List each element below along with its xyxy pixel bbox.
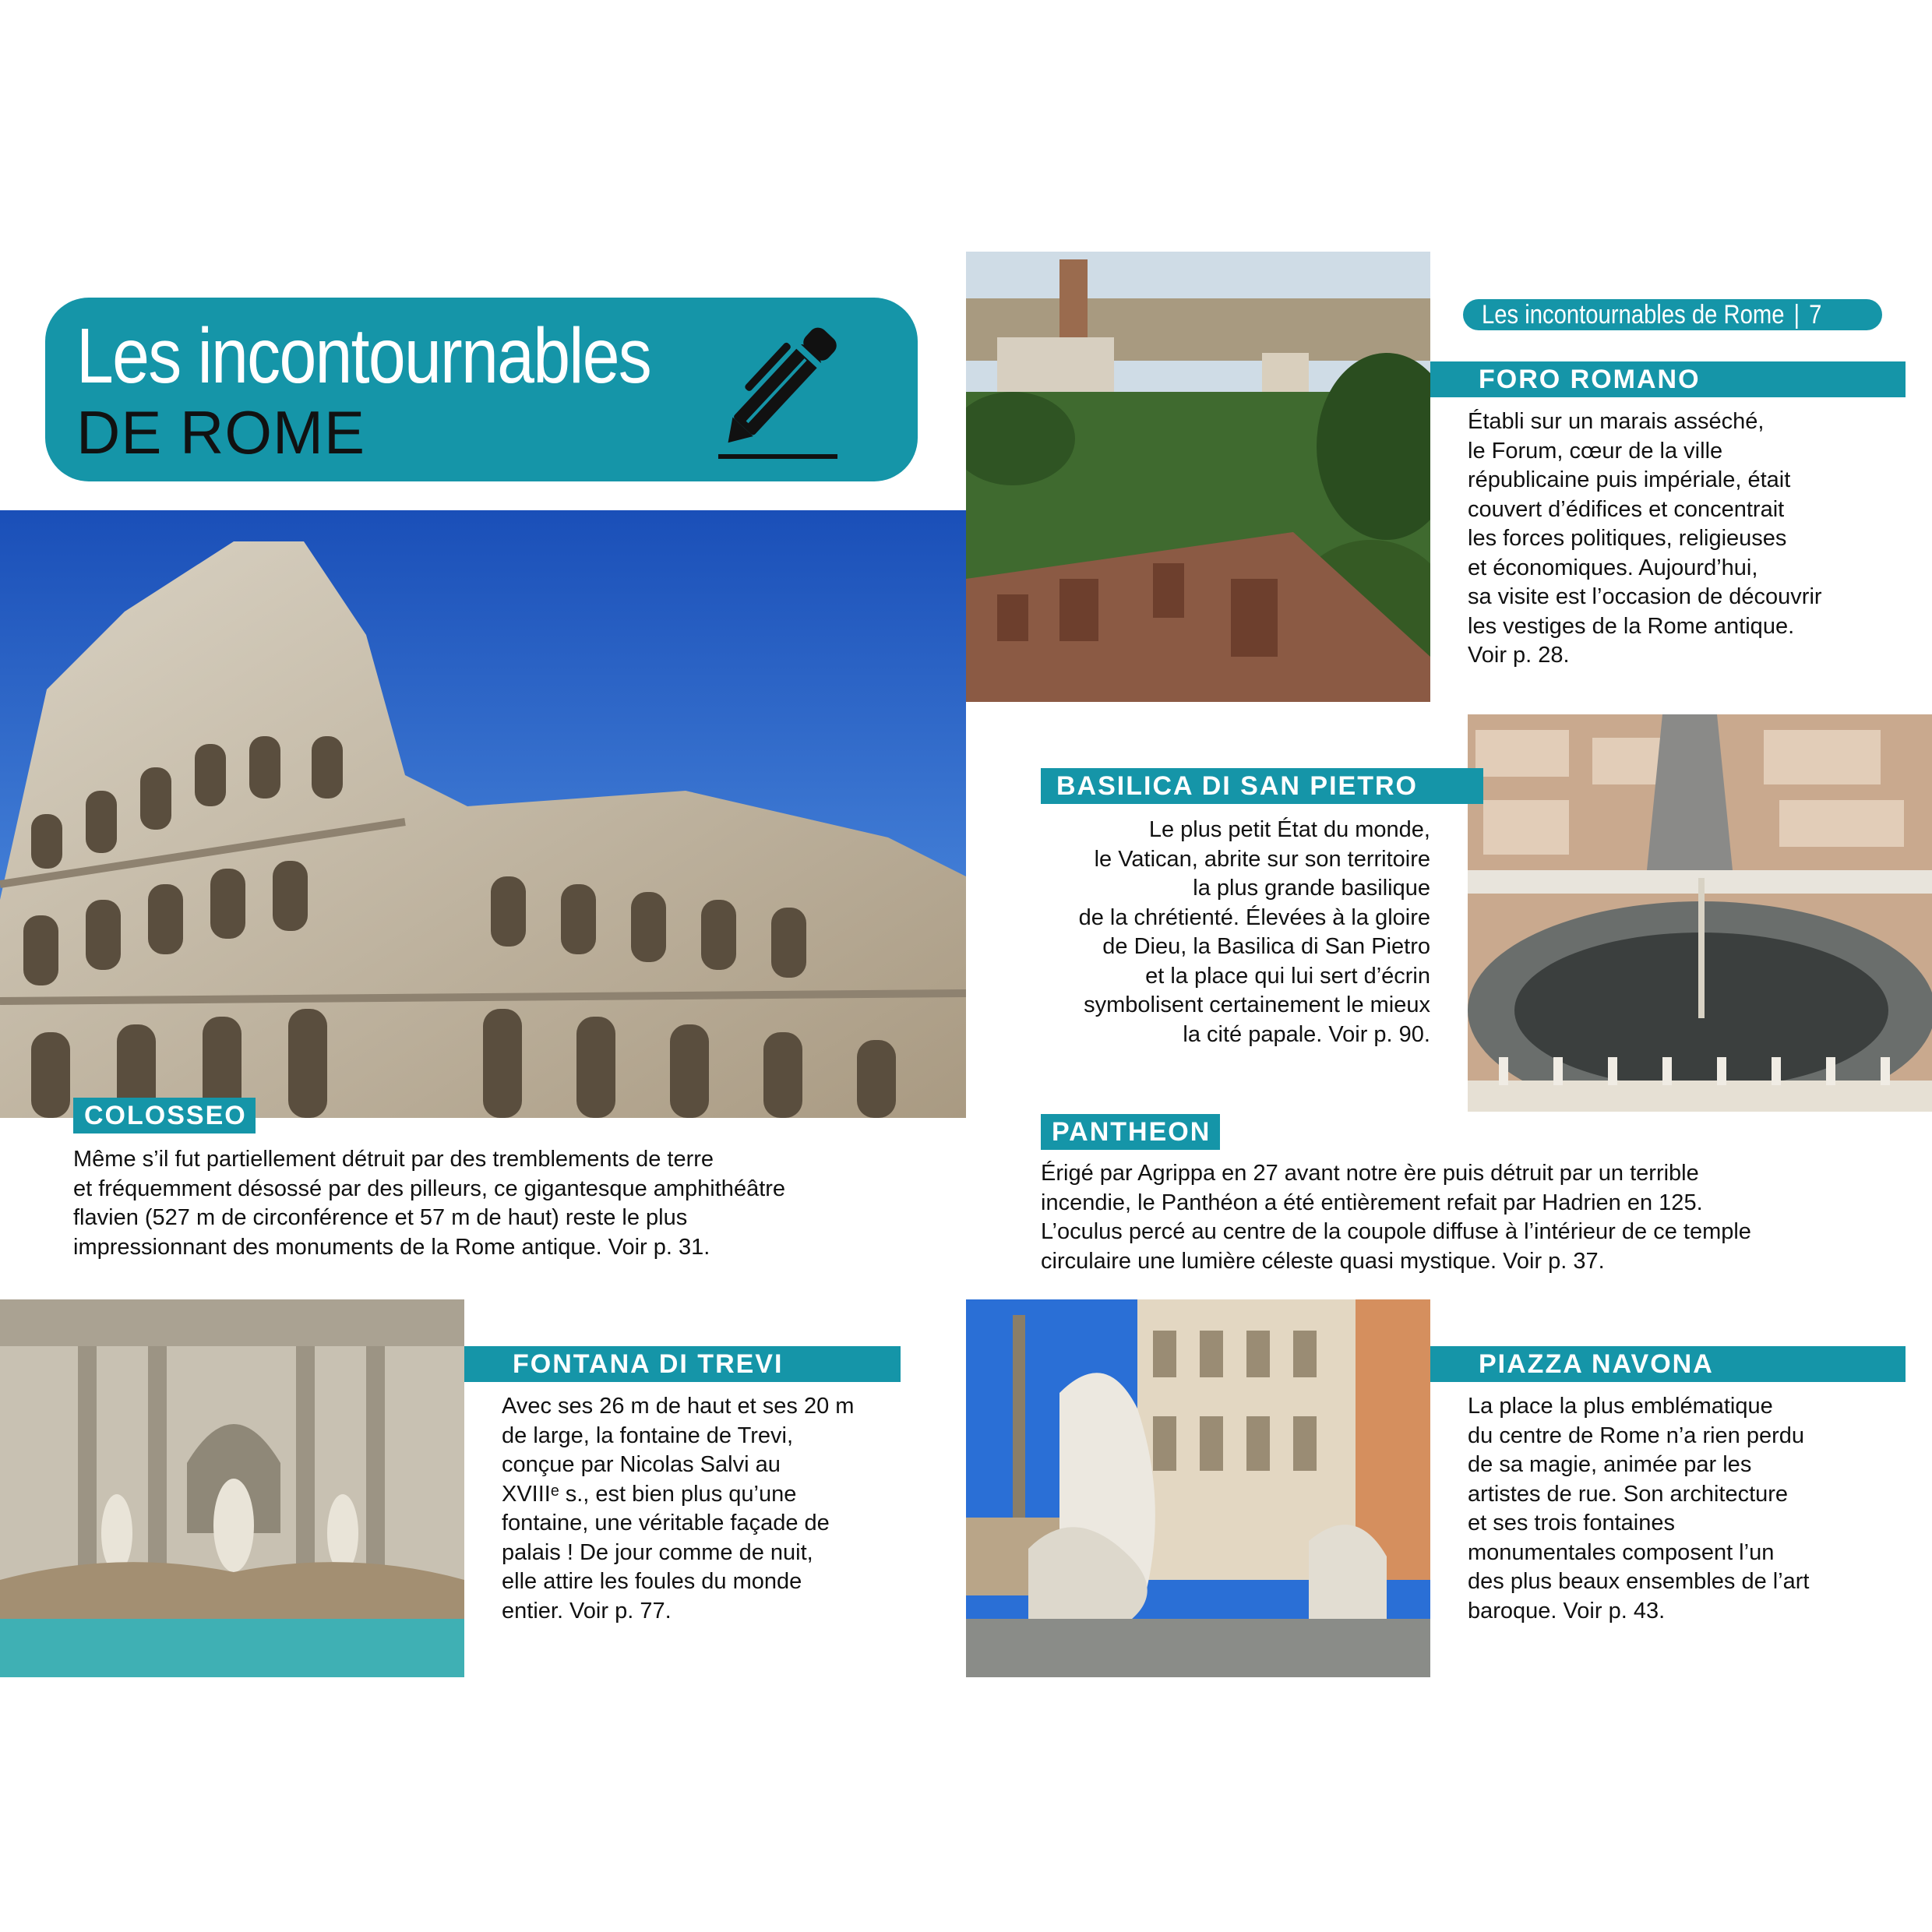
colosseo-text: Même s’il fut partiellement détruit par des tremblements de terre et fréquemment désossé par des pilleurs, ce gigantesque amphithéâtre flavien (527 m de circonférence et 57 m de haut) reste le plus impressionnant des monuments de la Rome antique. Voir p. 31. bbox=[73, 1147, 786, 1260]
pantheon-label: PANTHEON bbox=[1041, 1114, 1220, 1150]
running-header-text: Les incontournables de Rome | 7 bbox=[1482, 300, 1822, 330]
san-pietro-label: BASILICA DI SAN PIETRO bbox=[1041, 768, 1483, 804]
page-title: Les incontournables bbox=[76, 312, 651, 400]
san-pietro-photo bbox=[1468, 714, 1932, 1112]
colosseo-photo bbox=[0, 510, 966, 1118]
colosseo-label: COLOSSEO bbox=[73, 1098, 256, 1133]
pen-icon bbox=[701, 310, 873, 466]
page-number: 7 bbox=[1809, 300, 1822, 330]
san-pietro-text: Le plus petit État du monde, le Vatican, abrite sur son territoire la plus grande basilique de la chrétienté. Élevées à la gloire de Dieu, la Basilica di San Pietro et la place qui lui sert d’écrin symbolisent certainement le mieux la cité papale. Voir p. 90. bbox=[1078, 817, 1430, 1047]
trevi-photo bbox=[0, 1299, 464, 1677]
page-subtitle: DE ROME bbox=[76, 398, 366, 467]
foro-romano-text: Établi sur un marais asséché, le Forum, cœur de la ville républicaine puis impériale, était couvert d’édifices et concentrait les forces politiques, religieuses et économiques. Aujourd’hui, sa visite est l’occasion de découvrir les vestiges de la Rome antique. Voir p. 28. bbox=[1468, 409, 1822, 668]
trevi-label: FONTANA DI TREVI bbox=[464, 1346, 901, 1382]
running-header-section: Les incontournables de Rome bbox=[1482, 300, 1785, 330]
foro-romano-label: FORO ROMANO bbox=[1430, 361, 1906, 397]
navona-label: PIAZZA NAVONA bbox=[1430, 1346, 1906, 1382]
trevi-text: Avec ses 26 m de haut et ses 20 m de large, la fontaine de Trevi, conçue par Nicolas Salvi au XVIIIᵉ s., est bien plus qu’une fontaine, une véritable façade de palais ! De jour comme de nuit, elle attire les foules du monde entier. Voir p. 77. bbox=[502, 1394, 855, 1624]
foro-romano-photo bbox=[966, 252, 1430, 702]
navona-text: La place la plus emblématique du centre de Rome n’a rien perdu de sa magie, animée par les artistes de rue. Son architecture et ses trois fontaines monumentales composent l’un des plus beaux ensembles de l’art baroque. Voir p. 43. bbox=[1468, 1394, 1810, 1624]
navona-photo bbox=[966, 1299, 1430, 1677]
pantheon-text: Érigé par Agrippa en 27 avant notre ère puis détruit par un terrible incendie, le Panthéon a été entièrement refait par Hadrien en 125. L’oculus percé au centre de la coupole diffuse à l’intérieur de ce temple circulaire une lumière céleste quasi mystique. Voir p. 37. bbox=[1041, 1161, 1751, 1274]
